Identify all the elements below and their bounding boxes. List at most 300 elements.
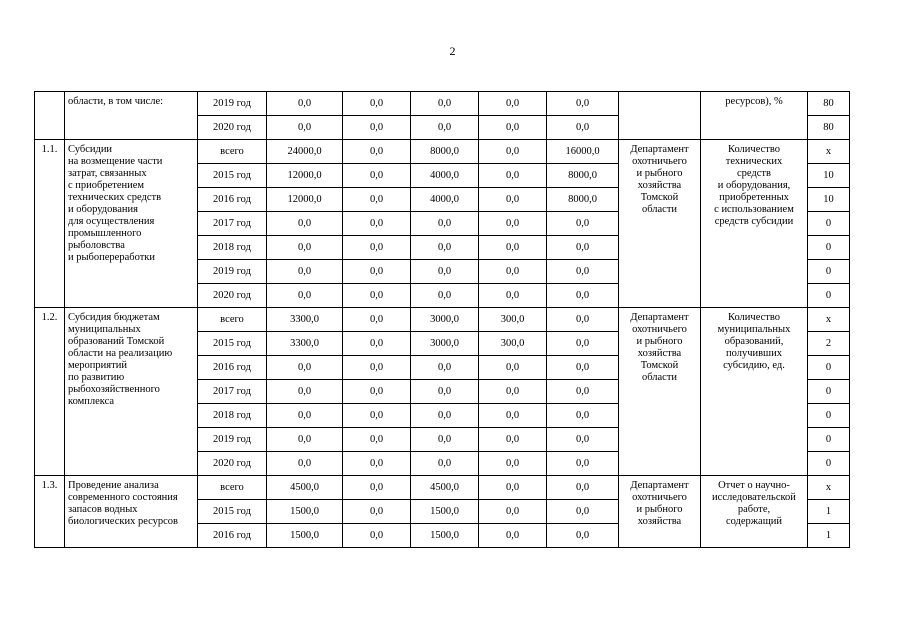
target-value-cell-text: х [825, 145, 832, 157]
amount-cell-text: 0,0 [369, 481, 384, 493]
amount-cell-text: 1500,0 [430, 529, 459, 541]
target-value-cell [808, 188, 850, 212]
amount-cell-text: 0,0 [575, 481, 590, 493]
table-row [35, 140, 850, 164]
amount-cell [267, 356, 343, 380]
target-value-cell [808, 260, 850, 284]
amount-cell [479, 140, 547, 164]
executor-cell [619, 308, 701, 476]
amount-cell [479, 524, 547, 548]
amount-cell-text: 3000,0 [430, 337, 459, 349]
amount-cell-text: 0,0 [437, 121, 452, 133]
target-value-cell [808, 140, 850, 164]
amount-cell-text: 0,0 [437, 433, 452, 445]
amount-cell [267, 188, 343, 212]
amount-cell-text: 0,0 [575, 457, 590, 469]
amount-cell-text: 8000,0 [568, 193, 597, 205]
amount-cell-text: 4500,0 [430, 481, 459, 493]
amount-cell-text: 0,0 [369, 337, 384, 349]
amount-cell-text: 0,0 [505, 265, 520, 277]
target-value-cell-text: 10 [823, 169, 834, 181]
amount-cell-text: 0,0 [505, 97, 520, 109]
year-cell-text: всего [220, 481, 244, 493]
amount-cell-text: 0,0 [575, 217, 590, 229]
amount-cell-text: 0,0 [297, 433, 312, 445]
amount-cell [547, 140, 619, 164]
year-cell-text: 2018 год [213, 241, 251, 253]
amount-cell [547, 308, 619, 332]
amount-cell [479, 236, 547, 260]
amount-cell [343, 308, 411, 332]
indicator-cell-text: Отчет о научно- исследовательской работе, содержащий [712, 480, 796, 527]
amount-cell-text: 0,0 [575, 361, 590, 373]
activity-name-cell-text: Субсидия бюджетам муниципальных образований Томской области на реализацию мероприятий по развитию рыбохозяйственного комплекса [68, 312, 173, 407]
amount-cell [479, 164, 547, 188]
amount-cell-text: 0,0 [575, 337, 590, 349]
amount-cell-text: 0,0 [575, 505, 590, 517]
amount-cell-text: 0,0 [505, 121, 520, 133]
target-value-cell [808, 212, 850, 236]
indicator-cell [701, 476, 808, 548]
amount-cell-text: 300,0 [500, 313, 525, 325]
amount-cell-text: 12000,0 [287, 169, 322, 181]
amount-cell [411, 308, 479, 332]
amount-cell-text: 0,0 [369, 121, 384, 133]
amount-cell [411, 116, 479, 140]
amount-cell [547, 260, 619, 284]
amount-cell-text: 0,0 [369, 409, 384, 421]
amount-cell-text: 0,0 [437, 289, 452, 301]
amount-cell-text: 0,0 [505, 193, 520, 205]
amount-cell [343, 260, 411, 284]
amount-cell-text: 0,0 [575, 289, 590, 301]
activity-number-cell-text: 1.3. [41, 480, 58, 491]
amount-cell-text: 300,0 [500, 337, 525, 349]
amount-cell-text: 0,0 [369, 313, 384, 325]
amount-cell [479, 308, 547, 332]
amount-cell [547, 284, 619, 308]
amount-cell [479, 212, 547, 236]
indicator-cell [701, 92, 808, 140]
amount-cell-text: 0,0 [297, 265, 312, 277]
target-value-cell-text: 0 [825, 217, 832, 229]
year-cell [198, 356, 267, 380]
amount-cell-text: 0,0 [505, 241, 520, 253]
table-row [35, 92, 850, 116]
amount-cell-text: 0,0 [505, 217, 520, 229]
executor-cell-text: Департамент охотничьего и рыбного хозяйства Томской области [630, 144, 689, 215]
amount-cell [343, 164, 411, 188]
amount-cell [479, 116, 547, 140]
year-cell [198, 380, 267, 404]
amount-cell-text: 0,0 [575, 97, 590, 109]
activity-name-cell [65, 140, 198, 308]
amount-cell [343, 92, 411, 116]
amount-cell-text: 0,0 [297, 217, 312, 229]
year-cell [198, 92, 267, 116]
amount-cell-text: 3300,0 [290, 337, 319, 349]
amount-cell [411, 164, 479, 188]
amount-cell [267, 116, 343, 140]
amount-cell [267, 380, 343, 404]
year-cell [198, 212, 267, 236]
amount-cell-text: 0,0 [505, 409, 520, 421]
amount-cell [411, 500, 479, 524]
amount-cell [343, 524, 411, 548]
amount-cell-text: 4500,0 [290, 481, 319, 493]
year-cell-text: 2016 год [213, 529, 251, 541]
amount-cell [343, 380, 411, 404]
amount-cell [343, 236, 411, 260]
target-value-cell-text: 0 [825, 289, 832, 301]
year-cell-text: 2020 год [213, 121, 251, 133]
target-value-cell [808, 284, 850, 308]
amount-cell-text: 0,0 [297, 289, 312, 301]
activity-number-cell-text: 1.2. [41, 312, 58, 323]
executor-cell-text: Департамент охотничьего и рыбного хозяйства [630, 480, 689, 527]
target-value-cell [808, 92, 850, 116]
amount-cell-text: 0,0 [505, 505, 520, 517]
target-value-cell [808, 476, 850, 500]
amount-cell [479, 428, 547, 452]
target-value-cell-text: 0 [825, 265, 832, 277]
amount-cell [411, 140, 479, 164]
amount-cell-text: 0,0 [369, 457, 384, 469]
year-cell-text: 2016 год [213, 193, 251, 205]
amount-cell-text: 0,0 [575, 121, 590, 133]
amount-cell [411, 452, 479, 476]
amount-cell-text: 4000,0 [430, 169, 459, 181]
amount-cell [267, 212, 343, 236]
amount-cell [267, 92, 343, 116]
amount-cell [267, 500, 343, 524]
year-cell-text: 2015 год [213, 169, 251, 181]
year-cell [198, 116, 267, 140]
amount-cell [547, 404, 619, 428]
amount-cell [547, 428, 619, 452]
amount-cell-text: 0,0 [575, 313, 590, 325]
amount-cell-text: 1500,0 [290, 529, 319, 541]
amount-cell-text: 0,0 [505, 385, 520, 397]
year-cell-text: 2018 год [213, 409, 251, 421]
amount-cell-text: 8000,0 [430, 145, 459, 157]
amount-cell [479, 380, 547, 404]
amount-cell-text: 0,0 [575, 241, 590, 253]
amount-cell-text: 0,0 [505, 433, 520, 445]
amount-cell [411, 428, 479, 452]
year-cell [198, 428, 267, 452]
amount-cell-text: 0,0 [437, 97, 452, 109]
amount-cell [479, 356, 547, 380]
amount-cell-text: 0,0 [297, 385, 312, 397]
year-cell [198, 452, 267, 476]
program-activities-table [34, 91, 850, 548]
target-value-cell [808, 452, 850, 476]
target-value-cell [808, 500, 850, 524]
year-cell-text: 2019 год [213, 265, 251, 277]
amount-cell [411, 524, 479, 548]
target-value-cell-text: 0 [825, 385, 832, 397]
amount-cell [411, 188, 479, 212]
target-value-cell [808, 236, 850, 260]
year-cell [198, 500, 267, 524]
indicator-cell-text: Количество технических средств и оборудования, приобретенных с использованием средств субсидии [714, 144, 794, 227]
target-value-cell [808, 380, 850, 404]
year-cell [198, 476, 267, 500]
target-value-cell-text: 10 [823, 193, 834, 205]
table-row [35, 308, 850, 332]
activity-number-cell [35, 476, 65, 548]
amount-cell-text: 0,0 [437, 265, 452, 277]
amount-cell [547, 164, 619, 188]
amount-cell-text: 0,0 [369, 193, 384, 205]
amount-cell [411, 92, 479, 116]
activity-name-cell [65, 92, 198, 140]
amount-cell-text: 0,0 [369, 289, 384, 301]
year-cell [198, 236, 267, 260]
year-cell-text: всего [220, 145, 244, 157]
amount-cell-text: 0,0 [575, 265, 590, 277]
target-value-cell [808, 356, 850, 380]
target-value-cell-text: 0 [825, 433, 832, 445]
target-value-cell [808, 428, 850, 452]
amount-cell [267, 332, 343, 356]
amount-cell [479, 500, 547, 524]
amount-cell [267, 236, 343, 260]
amount-cell-text: 0,0 [369, 361, 384, 373]
amount-cell-text: 0,0 [505, 481, 520, 493]
year-cell-text: 2017 год [213, 217, 251, 229]
year-cell [198, 332, 267, 356]
amount-cell-text: 0,0 [369, 241, 384, 253]
amount-cell [343, 284, 411, 308]
amount-cell [547, 116, 619, 140]
amount-cell [479, 260, 547, 284]
amount-cell-text: 0,0 [369, 217, 384, 229]
target-value-cell-text: 0 [825, 457, 832, 469]
page-number: 2 [449, 44, 456, 58]
year-cell [198, 308, 267, 332]
amount-cell-text: 3000,0 [430, 313, 459, 325]
amount-cell [267, 404, 343, 428]
amount-cell [479, 476, 547, 500]
amount-cell [479, 332, 547, 356]
amount-cell-text: 3300,0 [290, 313, 319, 325]
amount-cell-text: 8000,0 [568, 169, 597, 181]
year-cell-text: 2015 год [213, 337, 251, 349]
year-cell-text: 2017 год [213, 385, 251, 397]
amount-cell [343, 476, 411, 500]
year-cell [198, 164, 267, 188]
amount-cell-text: 0,0 [437, 241, 452, 253]
amount-cell [547, 524, 619, 548]
amount-cell [343, 332, 411, 356]
amount-cell-text: 0,0 [297, 457, 312, 469]
amount-cell-text: 0,0 [437, 457, 452, 469]
amount-cell [411, 380, 479, 404]
amount-cell-text: 0,0 [505, 361, 520, 373]
target-value-cell [808, 404, 850, 428]
executor-cell-text: Департамент охотничьего и рыбного хозяйства Томской области [630, 312, 689, 383]
amount-cell-text: 0,0 [505, 169, 520, 181]
activity-number-cell [35, 140, 65, 308]
amount-cell-text: 0,0 [437, 409, 452, 421]
target-value-cell-text: 80 [823, 121, 834, 133]
target-value-cell [808, 116, 850, 140]
activity-name-cell-text: Субсидии на возмещение части затрат, связанных с приобретением технических средств и оборудования для осуществления промышленного рыболовства и рыбопереработки [68, 144, 163, 263]
year-cell-text: 2020 год [213, 457, 251, 469]
target-value-cell-text: 0 [825, 361, 832, 373]
amount-cell-text: 0,0 [297, 409, 312, 421]
target-value-cell-text: х [825, 481, 832, 493]
activity-number-cell-text: 1.1. [41, 144, 58, 155]
amount-cell-text: 0,0 [369, 145, 384, 157]
activity-number-cell [35, 308, 65, 476]
year-cell-text: всего [220, 313, 244, 325]
amount-cell [343, 356, 411, 380]
year-cell [198, 260, 267, 284]
amount-cell [267, 140, 343, 164]
amount-cell-text: 0,0 [505, 457, 520, 469]
amount-cell [547, 212, 619, 236]
amount-cell [479, 92, 547, 116]
amount-cell [267, 476, 343, 500]
amount-cell [411, 356, 479, 380]
amount-cell-text: 24000,0 [287, 145, 322, 157]
amount-cell-text: 0,0 [437, 361, 452, 373]
amount-cell [479, 188, 547, 212]
amount-cell-text: 0,0 [369, 265, 384, 277]
amount-cell [411, 284, 479, 308]
indicator-cell [701, 308, 808, 476]
amount-cell [411, 236, 479, 260]
amount-cell-text: 16000,0 [565, 145, 600, 157]
amount-cell-text: 0,0 [575, 409, 590, 421]
amount-cell [267, 164, 343, 188]
executor-cell [619, 140, 701, 308]
activity-number-cell [35, 92, 65, 140]
amount-cell [547, 92, 619, 116]
year-cell-text: 2019 год [213, 97, 251, 109]
amount-cell [267, 524, 343, 548]
amount-cell-text: 0,0 [369, 97, 384, 109]
amount-cell-text: 0,0 [505, 145, 520, 157]
target-value-cell-text: 0 [825, 409, 832, 421]
target-value-cell-text: 1 [825, 505, 832, 517]
amount-cell-text: 0,0 [437, 217, 452, 229]
amount-cell [479, 452, 547, 476]
amount-cell [411, 212, 479, 236]
amount-cell-text: 0,0 [575, 529, 590, 541]
target-value-cell [808, 332, 850, 356]
amount-cell [343, 452, 411, 476]
amount-cell [267, 260, 343, 284]
year-cell-text: 2019 год [213, 433, 251, 445]
table-row [35, 476, 850, 500]
target-value-cell [808, 308, 850, 332]
amount-cell-text: 0,0 [369, 169, 384, 181]
amount-cell [343, 404, 411, 428]
amount-cell [547, 188, 619, 212]
amount-cell-text: 1500,0 [290, 505, 319, 517]
year-cell [198, 524, 267, 548]
amount-cell-text: 4000,0 [430, 193, 459, 205]
target-value-cell-text: 2 [825, 337, 832, 349]
activity-name-cell [65, 308, 198, 476]
amount-cell [479, 404, 547, 428]
year-cell [198, 188, 267, 212]
amount-cell [479, 284, 547, 308]
amount-cell-text: 0,0 [369, 505, 384, 517]
target-value-cell-text: х [825, 313, 832, 325]
executor-cell [619, 92, 701, 140]
amount-cell-text: 0,0 [297, 121, 312, 133]
year-cell-text: 2020 год [213, 289, 251, 301]
amount-cell-text: 0,0 [575, 385, 590, 397]
year-cell [198, 140, 267, 164]
amount-cell [411, 404, 479, 428]
indicator-cell [701, 140, 808, 308]
year-cell-text: 2016 год [213, 361, 251, 373]
target-value-cell [808, 524, 850, 548]
amount-cell [547, 500, 619, 524]
amount-cell-text: 0,0 [437, 385, 452, 397]
amount-cell [343, 116, 411, 140]
target-value-cell [808, 164, 850, 188]
amount-cell [343, 212, 411, 236]
amount-cell [343, 500, 411, 524]
amount-cell-text: 0,0 [369, 385, 384, 397]
activity-name-cell-text: Проведение анализа современного состояния запасов водных биологических ресурсов [68, 480, 179, 527]
amount-cell [411, 476, 479, 500]
amount-cell-text: 0,0 [505, 529, 520, 541]
amount-cell-text: 1500,0 [430, 505, 459, 517]
amount-cell-text: 0,0 [297, 361, 312, 373]
target-value-cell-text: 1 [825, 529, 832, 541]
amount-cell [267, 452, 343, 476]
year-cell [198, 404, 267, 428]
amount-cell [411, 260, 479, 284]
amount-cell [267, 428, 343, 452]
amount-cell-text: 12000,0 [287, 193, 322, 205]
amount-cell-text: 0,0 [505, 289, 520, 301]
amount-cell [411, 332, 479, 356]
amount-cell [547, 452, 619, 476]
amount-cell [267, 308, 343, 332]
amount-cell [343, 428, 411, 452]
amount-cell-text: 0,0 [297, 241, 312, 253]
amount-cell-text: 0,0 [369, 529, 384, 541]
amount-cell [547, 332, 619, 356]
amount-cell-text: 0,0 [297, 97, 312, 109]
amount-cell-text: 0,0 [369, 433, 384, 445]
amount-cell [547, 356, 619, 380]
amount-cell [547, 380, 619, 404]
activity-name-cell [65, 476, 198, 548]
year-cell-text: 2015 год [213, 505, 251, 517]
amount-cell [547, 476, 619, 500]
amount-cell [267, 284, 343, 308]
amount-cell [343, 140, 411, 164]
executor-cell [619, 476, 701, 548]
year-cell [198, 284, 267, 308]
amount-cell [343, 188, 411, 212]
activity-name-cell-text: области, в том числе: [68, 96, 164, 107]
amount-cell [547, 236, 619, 260]
indicator-cell-text: Количество муниципальных образований, получивших субсидию, ед. [717, 312, 791, 371]
amount-cell-text: 0,0 [575, 433, 590, 445]
indicator-cell-text: ресурсов), % [725, 96, 783, 107]
